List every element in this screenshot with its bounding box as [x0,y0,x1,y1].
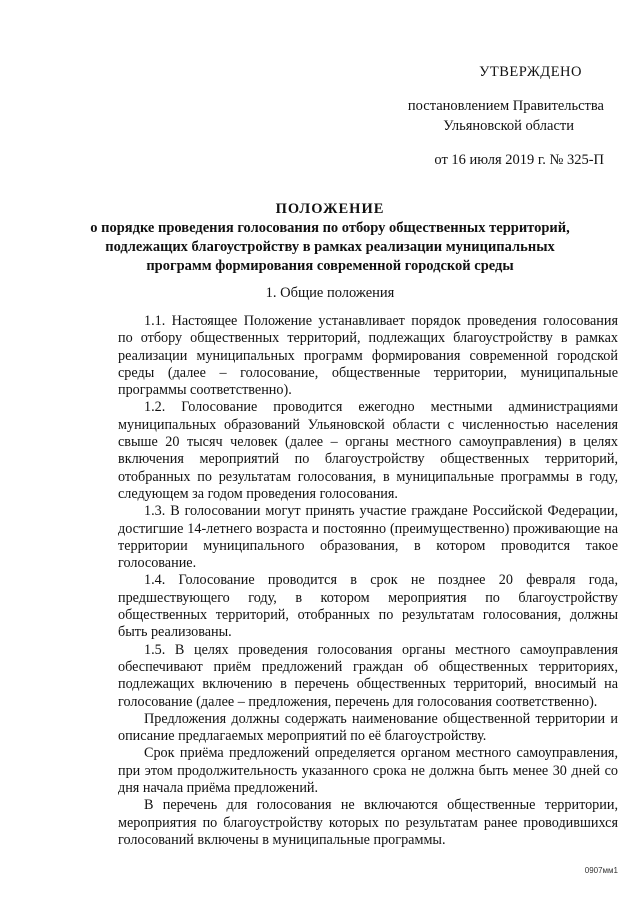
approval-line-1: постановлением Правительства [407,98,604,114]
approval-block [364,62,604,170]
section-heading: 1. Общие положения [265,285,395,301]
document-subtitle-line-3: программ формирования современной городской среды [146,258,514,274]
paragraph-proposals-content: Предложения должны содержать наименование общественной территории и описание предлагаемых мероприятий по её благоустройству. [118,710,618,745]
approval-title: УТВЕРЖДЕНО [479,64,582,80]
paragraph-1-4: 1.4. Голосование проводится в срок не позднее 20 февраля года, предшествующего году, в котором мероприятия по благоустройству общественных территорий, отобранных по результатам голосования, должны быть реализованы. [118,572,618,641]
paragraph-1-2: 1.2. Голосование проводится ежегодно местными администрациями муниципальных образований Ульяновской области с численностью населения свыше 20 тысяч человек (далее – органы местного самоуправления) в целях включения мероприятий по благоустройству общественных территорий, отобранных по результатам голосования, в муниципальные программы в году, следующем за годом проведения голосования. [118,399,618,502]
approval-date: от 16 июля 2019 г. № 325-П [434,152,604,168]
paragraph-proposals-term: Срок приёма предложений определяется органом местного самоуправления, при этом продолжительность указанного срока не должна быть менее 30 дней со дня начала приёма предложений. [118,745,618,797]
paragraph-1-1: 1.1. Настоящее Положение устанавливает порядок проведения голосования по отбору общественных территорий, подлежащих благоустройству в рамках реализации муниципальных программ формирования современной городской среды (далее – голосование, общественные территории, муниципальные программы соответственно). [118,313,618,399]
paragraph-1-3: 1.3. В голосовании могут принять участие граждане Российской Федерации, достигшие 14-летнего возраста и постоянно (преимущественно) проживающие на территории муниципального образования, в котором проводится такое голосование. [118,503,618,572]
section-body [118,313,618,849]
document-title: ПОЛОЖЕНИЕ [275,201,385,217]
approval-line-2: Ульяновской области [443,118,574,134]
document-title-block [70,200,590,276]
document-subtitle-line-1: о порядке проведения голосования по отбору общественных территорий, [90,220,570,236]
paragraph-1-5: 1.5. В целях проведения голосования органы местного самоуправления обеспечивают приём предложений граждан об общественных территориях, подлежащих включению в перечень общественных территорий, вносимый на голосование (далее – предложения, перечень для голосования соответственно). [118,641,618,710]
footer-stamp: 0907мм1 [584,866,618,875]
paragraph-exclusions: В перечень для голосования не включаются общественные территории, мероприятия по благоустройству которых по результатам ранее проводившихся голосований включены в муниципальные программы. [118,797,618,848]
document-subtitle-line-2: подлежащих благоустройству в рамках реализации муниципальных [105,239,555,255]
